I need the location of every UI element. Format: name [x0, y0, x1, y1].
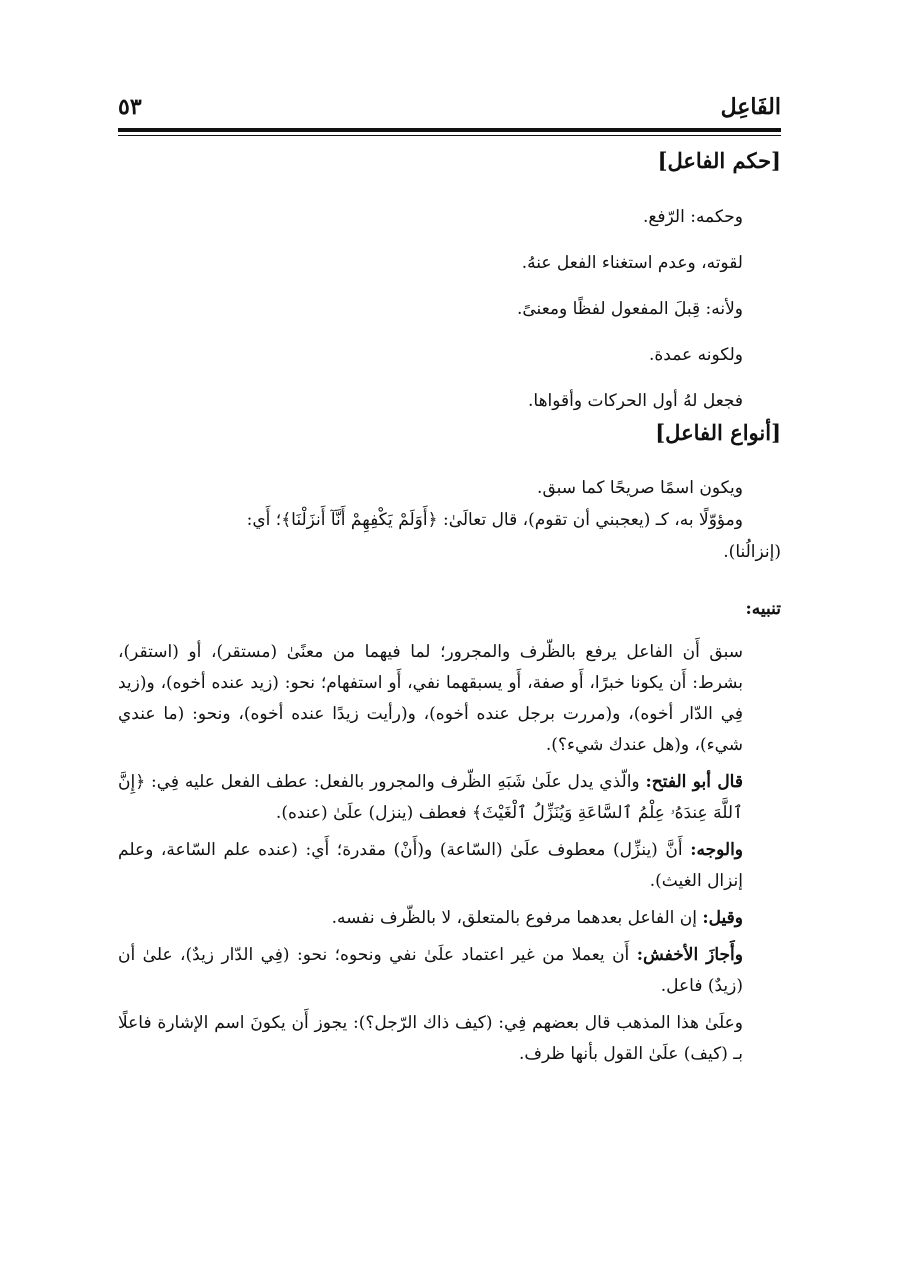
page-number: ٥٣	[118, 94, 142, 120]
section-title-anwa: [أنواع الفاعل]	[655, 420, 781, 445]
speaker-label: وأَجازَ الأخفش:	[636, 945, 743, 965]
running-title: الفَاعِل	[720, 94, 781, 120]
hukm-line: وحكمه: الرّفع.	[642, 207, 743, 227]
speaker-label: وقيل:	[702, 908, 743, 928]
note-paragraph	[118, 940, 781, 1002]
speaker-label: والوجه:	[690, 840, 743, 860]
section-title-hukm: [حكم الفاعل]	[657, 148, 781, 173]
book-page	[118, 82, 781, 1064]
note-body	[118, 637, 781, 1076]
header-rule-thin	[118, 135, 781, 136]
hukm-line: ولكونه عمدة.	[648, 345, 743, 365]
anwa-line: ومؤوّلًا به، كـ (يعجبني أن تقوم)، قال تعالَىٰ: ﴿أَوَلَمْ يَكْفِهِمْ أَنَّآ أَنزَلْنَا﴾؛ أَي:	[246, 510, 743, 530]
anwa-line: (إنزالُنا).	[723, 542, 781, 562]
paragraph-text: أَنَّ (ينزِّل) معطوف علَىٰ (السّاعة) و(أَنْ) مقدرة؛ أَي: (عنده علم السّاعة، وعلم إنزال الغيث).	[118, 840, 743, 891]
note-paragraph: وعلَىٰ هذا المذهب قال بعضهم فِي: (كيف ذاك الرّجل؟): يجوز أَن يكونَ اسم الإشارة فاعلًا بـ (كيف) علَىٰ القول بأنها ظرف.	[118, 1013, 743, 1064]
hukm-line: فجعل لهُ أول الحركات وأقواها.	[527, 391, 743, 411]
hukm-line: ولأنه: قِبلَ المفعول لفظًا ومعنىً.	[516, 299, 743, 319]
note-paragraph: سبق أَن الفاعل يرفع بالظّرف والمجرور؛ لما فيهما من معنًىٰ (مستقر)، أو (استقر)، بشرط: أَن يكونا خبرًا، أَو صفة، أَو يسبقهما نفي، أَو استفهام؛ نحو: (زيد عنده أخوه)، و(زيد فِي الدّار أخوه)، و(مررت برجل عنده أخوه)، و(رأيت زيدًا عنده أخوه)، ونحو: (ما عندي شيء)، و(هل عندك شيء؟).	[118, 642, 743, 755]
note-paragraph	[118, 903, 781, 934]
section-hukm-body	[118, 194, 781, 424]
speaker-label: قال أبو الفتح:	[645, 772, 743, 792]
page-header	[118, 82, 781, 122]
note-paragraph	[118, 767, 781, 829]
paragraph-text: إن الفاعل بعدهما مرفوع بالمتعلق، لا بالظّرف نفسه.	[331, 908, 703, 928]
note-title: تنبيه:	[745, 599, 781, 619]
paragraph-text: أَن يعملا من غير اعتماد علَىٰ نفي ونحوه؛ نحو: (فِي الدّار زيدٌ)، علىٰ أن (زيدٌ) فاعل.	[118, 945, 743, 996]
section-anwa-body	[118, 472, 781, 568]
header-rule-thick	[118, 128, 781, 132]
anwa-line: ويكون اسمًا صريحًا كما سبق.	[537, 478, 743, 498]
note-paragraph	[118, 835, 781, 897]
paragraph-text: والّذي يدل علَىٰ شَبَهِ الظّرف والمجرور بالفعل: عطف الفعل عليه فِي: ﴿إِنَّ ٱللَّهَ عِندَهُۥ عِلْمُ ٱلسَّاعَةِ وَيُنَزِّلُ ٱلْغَيْثَ﴾ فعطف (ينزل) علَىٰ (عنده).	[118, 772, 743, 823]
hukm-line: لقوته، وعدم استغناء الفعل عنهُ.	[521, 253, 743, 273]
